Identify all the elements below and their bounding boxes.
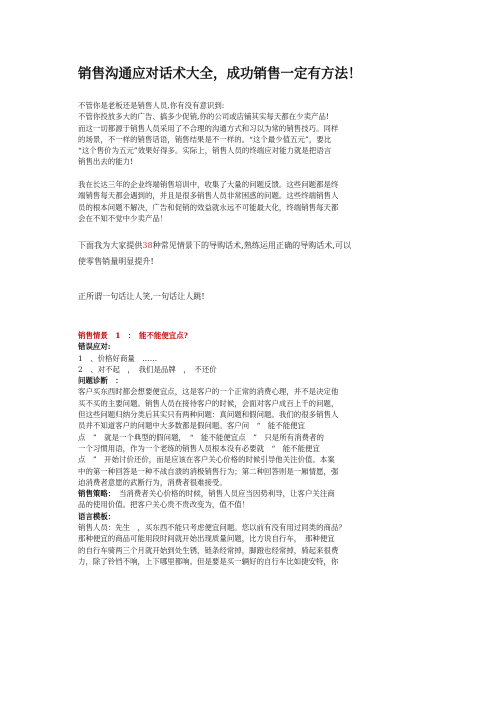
scenario-heading: 销售情景 1 ： 能不能便宜点? — [78, 331, 189, 340]
text-line: “这个售价为五元”效果好得多。实际上，销售人员的终端应对能力就是把语言 — [78, 146, 332, 156]
saying-paragraph — [78, 289, 418, 305]
text-line: 员并不知道客户的问题中大多数都是假问题。客户问 “ 能不能便宜 — [78, 421, 306, 431]
text-fragment: 当消费者关心价格的时候，销售人员应当因势利导，让客户关注商 — [111, 489, 335, 499]
text-line: 中的第一种回答是一种不战自溃的消极销售行为；第二种回答则是一厢情愿，强 — [78, 466, 339, 476]
scenario-section — [78, 330, 418, 567]
text-line: 品的使用价值。把客户关心贵不贵改变为，值不值！ — [78, 500, 250, 510]
wrong-response-item: 1 、价格好商量 …… — [78, 353, 158, 363]
text-line: 的场景，不一样的销售话语，销售结果是不一样的。“这个最少值五元”，要比 — [78, 134, 332, 144]
text-line: 点 ” 开始讨价还价，而是应该在客户关心价格的时候引导他关注价值。本案 — [78, 455, 335, 465]
text-line: 一个习惯用语，作为一个老练的销售人员根本没有必要就 “ 能不能便宜 — [78, 443, 320, 453]
text-line: 员的根本问题不解决，广告和促销的效益就永远不可能最大化，终端销售每天都 — [78, 202, 339, 212]
page-title: 销售沟通应对话术大全，成功销售一定有方法！ — [78, 66, 362, 82]
text-line: 力，除了铃铛不响，上下哪里都响。但是要是买一辆好的自行车比如捷安特，你 — [78, 556, 339, 566]
text-line — [78, 488, 418, 499]
text-fragment: 种常见情景下的导购话术,熟练运用正确的导购话术,可以 — [152, 241, 352, 250]
text-line: 但这些问题归纳分类后其实只有两种问题：真问题和假问题。我们的很多销售人 — [78, 410, 339, 420]
text-line: 那种便宜的商品可能用段时间就开始出现质量问题，比方说自行车， 那种便宜 — [78, 534, 335, 544]
training-paragraph — [78, 179, 418, 224]
text-line: 销售出去的能力! — [78, 157, 134, 167]
text-line: 而这一切都源于销售人员采用了不合理的沟通方式和习以为常的销售技巧。同样 — [78, 123, 339, 133]
text-line: 我在长达三年的企业终端销售培训中，收集了大量的问题反馈。这些问题都是终 — [78, 180, 339, 189]
text-line: 使零售销量明显提升! — [78, 256, 154, 266]
wrong-response-label: 错误应对: — [78, 342, 111, 352]
script-intro-paragraph — [78, 238, 418, 269]
text-line: 客户买东西时都会想要便宜点，这是客户的一个正常的消费心理，并不是决定他 — [78, 387, 339, 397]
text-line: 买不买的主要问题。销售人员在接待客户的时候，会面对客户成百上千的问题， — [78, 398, 339, 408]
text-line: 端销售每天都会遇到的，并且是很多销售人员非常困惑的问题。这些终端销售人 — [78, 191, 339, 201]
intro-paragraph — [78, 100, 418, 168]
text-line: 迫消费者意愿的武断行为，消费者很难接受。 — [78, 477, 227, 487]
text-fragment: 下面我为大家提供 — [78, 241, 143, 250]
strategy-label: 销售策略： — [78, 489, 112, 499]
text-line: 销售人员：先生 ，买东西不能只考虑便宜问题。您以前有没有用过同类的商品？ — [78, 523, 346, 533]
wrong-response-item: 2 、对不起 ， 我们是品牌 ， 不还价 — [78, 364, 217, 374]
highlight-number: 38 — [142, 241, 153, 250]
text-line: 正所谓一句话让人笑,一句话让人跳! — [78, 292, 205, 301]
text-line: 的自行车骑两三个月就开始到处生锈，链条经常掉，脚蹬也经常掉，骑起来很费 — [78, 545, 339, 555]
diagnosis-label: 问题诊断 ： — [78, 376, 123, 386]
text-line: 会在不知不觉中少卖产品！ — [78, 213, 168, 223]
text-line: 不管你是老板还是销售人员,你有没有意识到: — [78, 101, 225, 110]
text-line: 不管你投放多大的广告、搞多少促销,你的公司或店铺其实每天都在少卖产品! — [78, 112, 329, 122]
language-template-label: 语言模板： — [78, 511, 116, 521]
text-line — [78, 238, 418, 254]
text-line: 点 ” 就是一个典型的假问题， “ 能不能便宜点 ” 只是所有消费者的 — [78, 432, 324, 442]
